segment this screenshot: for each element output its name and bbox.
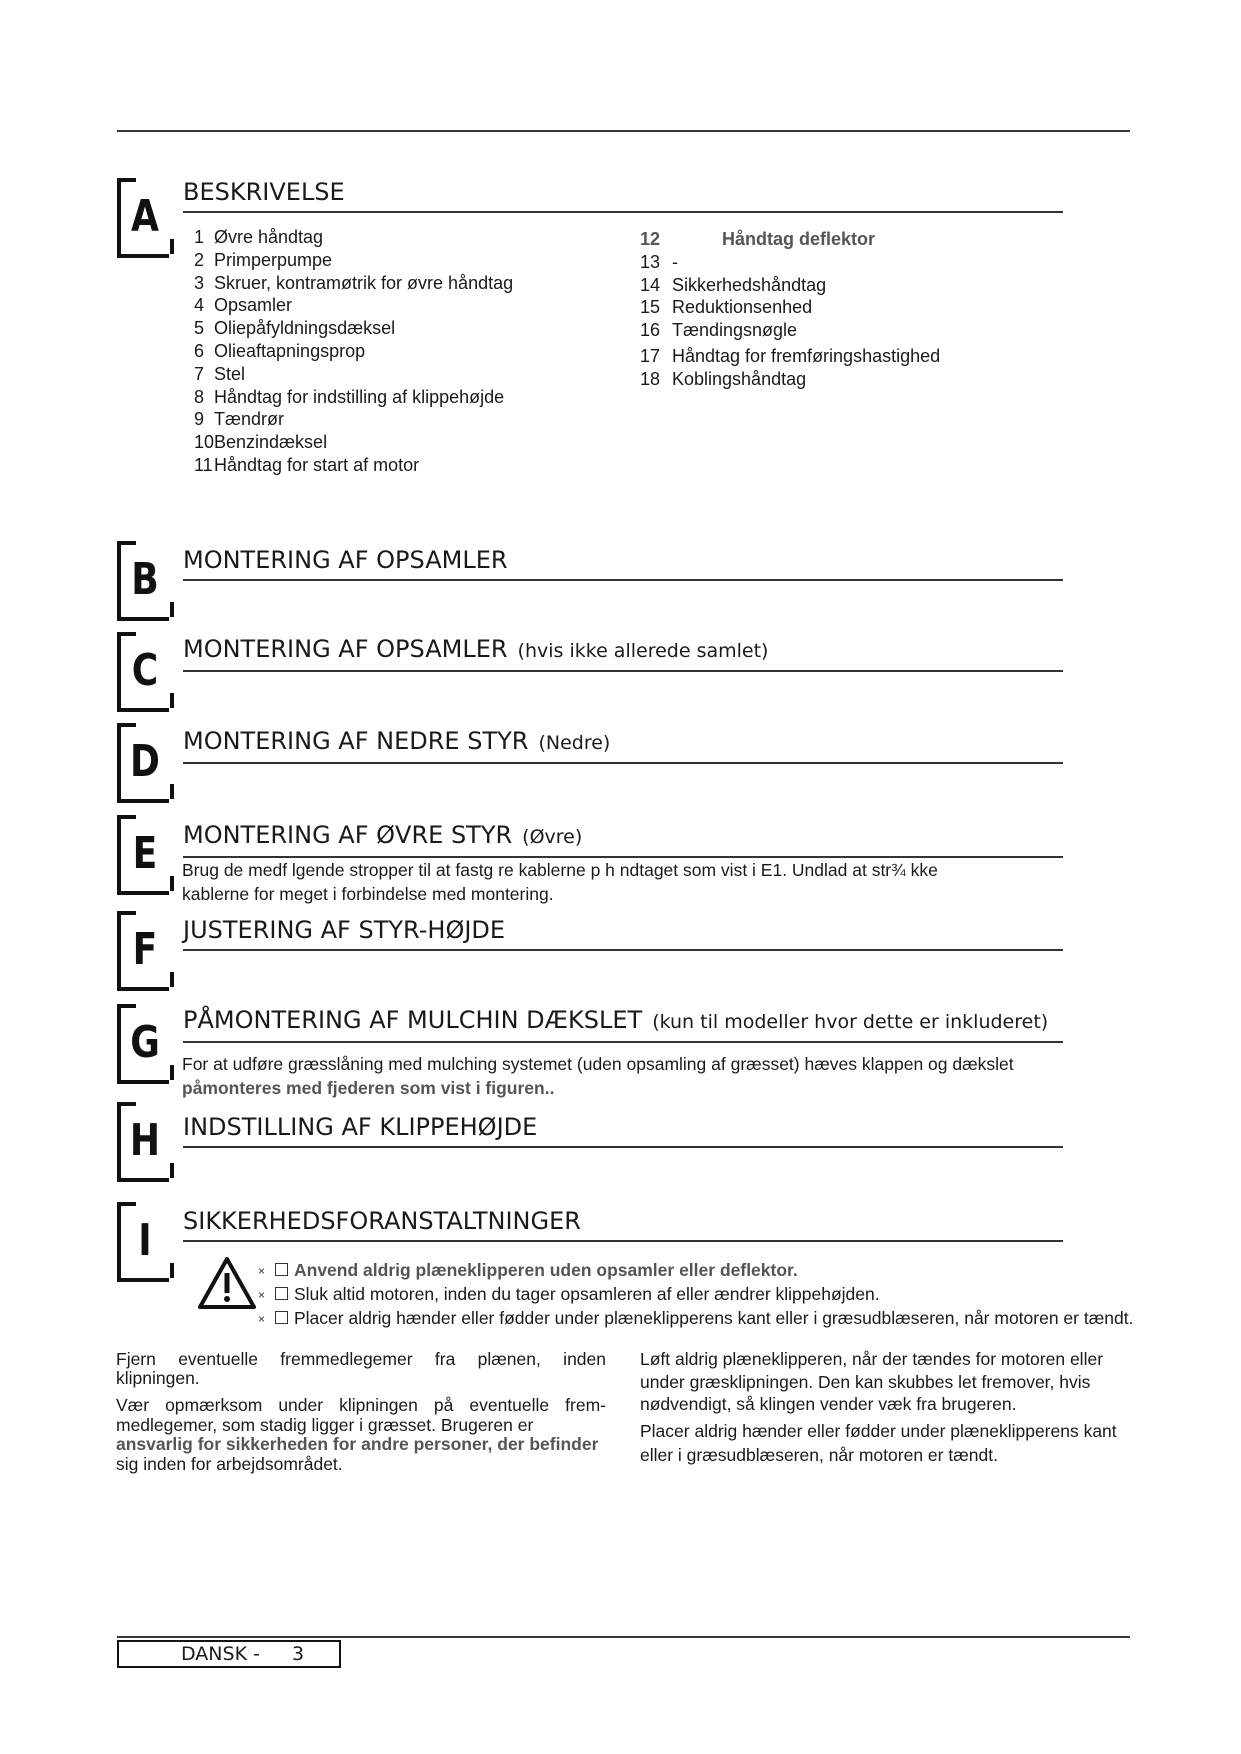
part-item: [640, 319, 940, 342]
part-item: [194, 363, 513, 386]
part-number: 13: [640, 251, 661, 272]
safety-text-right: Løft aldrig plæneklipperen, når der tændes for motoren eller under græsklipningen. Den kan skubbes let fremover, hvis nødvendigt, så klingen vender væk fra brugeren. Placer aldrig hænder eller fødder under plæneklipperens kant eller i græsudblæseren, når motoren er tændt.: [640, 1349, 1117, 1465]
section-letter-a: A: [117, 178, 169, 258]
part-label: Olieaftapningsprop: [214, 340, 366, 361]
part-item: [640, 345, 940, 368]
part-label: Oliepåfyldningsdæksel: [214, 318, 396, 339]
part-item: [194, 340, 513, 363]
section-title-styr-hoejde: JUSTERING AF STYR-HØJDE: [183, 915, 1063, 951]
section-letter-f: F: [117, 911, 169, 991]
part-item: [194, 386, 513, 409]
part-item: [194, 294, 513, 317]
part-number: 2: [194, 249, 205, 270]
section-title-montering-opsamler-samlet: MONTERING AF OPSAMLER (hvis ikke allerede samlet): [183, 634, 1063, 672]
part-number: 8: [194, 386, 205, 407]
part-label: Skruer, kontramøtrik for øvre håndtag: [214, 272, 514, 293]
parts-list-left: [194, 226, 513, 477]
section-e-text: Brug de medf lgende stropper til at fastg re kablerne p h ndtaget som vist i E1. Undlad at str¾ kke kablerne for meget i forbindelse med montering.: [182, 860, 938, 904]
part-item: [194, 317, 513, 340]
checkbox-x-icon: [275, 1311, 288, 1324]
page-footer: [117, 1640, 341, 1668]
part-item: [640, 228, 940, 251]
part-item: [194, 454, 513, 477]
part-number: 15: [640, 297, 661, 318]
part-number: 16: [640, 320, 661, 341]
part-label: Tændingsnøgle: [672, 320, 798, 341]
part-number: 3: [194, 272, 205, 293]
safety-bullet-list: [275, 1258, 1155, 1330]
checkbox-x-icon: [275, 1263, 288, 1276]
part-number: 4: [194, 295, 205, 316]
part-label: Primperpumpe: [214, 249, 333, 270]
part-label: Øvre håndtag: [214, 227, 324, 247]
part-label: Koblingshåndtag: [672, 368, 807, 389]
section-letter-c: C: [117, 632, 169, 712]
safety-bullet: ×Placer aldrig hænder eller fødder under plæneklipperens kant eller i græsudblæseren, når motoren er tændt.: [275, 1306, 1155, 1330]
part-label: Reduktionsenhed: [672, 297, 813, 318]
warning-triangle-icon: [197, 1256, 257, 1310]
part-item: [194, 226, 513, 249]
section-title-sikkerhed: SIKKERHEDSFORANSTALTNINGER: [183, 1206, 1063, 1242]
part-number: 7: [194, 363, 205, 384]
section-g-text: For at udføre græsslåning med mulching systemet (uden opsamling af græsset) hæves klappen og dækslet påmonteres med fjederen som vist i figuren..: [182, 1054, 1014, 1098]
top-rule: [117, 130, 1130, 132]
part-item: [194, 408, 513, 431]
section-letter-i: I: [117, 1202, 169, 1282]
part-item: [640, 251, 940, 274]
part-number: 10: [194, 432, 215, 453]
section-title-mulchin: PÅMONTERING AF MULCHIN DÆKSLET (kun til modeller hvor dette er inkluderet): [183, 1005, 1063, 1043]
page-number: 3: [292, 1643, 305, 1665]
part-number: 5: [194, 318, 205, 339]
footer-language: DANSK -: [181, 1643, 260, 1665]
part-number: 12: [640, 229, 661, 249]
safety-bullet: ×Anvend aldrig plæneklipperen uden opsamler eller deflektor.: [275, 1258, 1155, 1282]
part-number: 18: [640, 368, 661, 389]
section-title-nedre-styr: MONTERING AF NEDRE STYR (Nedre): [183, 726, 1063, 764]
part-number: 6: [194, 340, 205, 361]
part-label: Sikkerhedshåndtag: [672, 274, 827, 295]
part-label: -: [672, 251, 678, 272]
section-letter-g: G: [117, 1004, 169, 1084]
section-letter-d: D: [117, 723, 169, 803]
part-item: [194, 431, 513, 454]
section-letter-b: B: [117, 541, 169, 621]
part-label: Håndtag for indstilling af klippehøjde: [214, 386, 505, 407]
safety-bullet: ×Sluk altid motoren, inden du tager opsamleren af eller ændrer klippehøjden.: [275, 1282, 1155, 1306]
part-item: [640, 296, 940, 319]
part-item: [640, 368, 940, 391]
part-number: 11: [194, 454, 213, 475]
part-label: Opsamler: [214, 295, 293, 316]
part-label: Håndtag deflektor: [722, 229, 876, 249]
part-label: Benzindæksel: [214, 432, 328, 453]
section-letter-e: E: [117, 815, 169, 895]
part-label: Håndtag for fremføringshastighed: [672, 345, 941, 366]
part-item: [194, 272, 513, 295]
checkbox-x-icon: [275, 1287, 288, 1300]
section-title-beskrivelse: BESKRIVELSE: [183, 177, 1063, 213]
bottom-rule: [117, 1636, 1130, 1638]
part-label: Tændrør: [214, 409, 285, 430]
part-number: 17: [640, 345, 661, 366]
part-item: [640, 274, 940, 297]
section-title-oevre-styr: MONTERING AF ØVRE STYR (Øvre): [183, 820, 1063, 858]
part-number: 9: [194, 409, 205, 430]
part-label: Håndtag for start af motor: [214, 454, 420, 475]
section-letter-h: H: [117, 1102, 169, 1182]
part-number: 1: [194, 227, 205, 247]
part-label: Stel: [214, 363, 246, 384]
safety-text-left: Fjern eventuelle fremmedlegemer fra plænen, inden klipningen. Vær opmærksom under klipningen på eventuelle frem-medlegemer, som stadig ligger i græsset. Brugeren er ansvarlig for sikkerheden for andre personer, der befinder sig inden for arbejdsområdet.: [116, 1349, 606, 1474]
section-title-klippehoejde: INDSTILLING AF KLIPPEHØJDE: [183, 1112, 1063, 1148]
part-item: [194, 249, 513, 272]
parts-list-right: [640, 228, 940, 391]
part-number: 14: [640, 274, 661, 295]
section-title-montering-opsamler: MONTERING AF OPSAMLER: [183, 545, 1063, 581]
